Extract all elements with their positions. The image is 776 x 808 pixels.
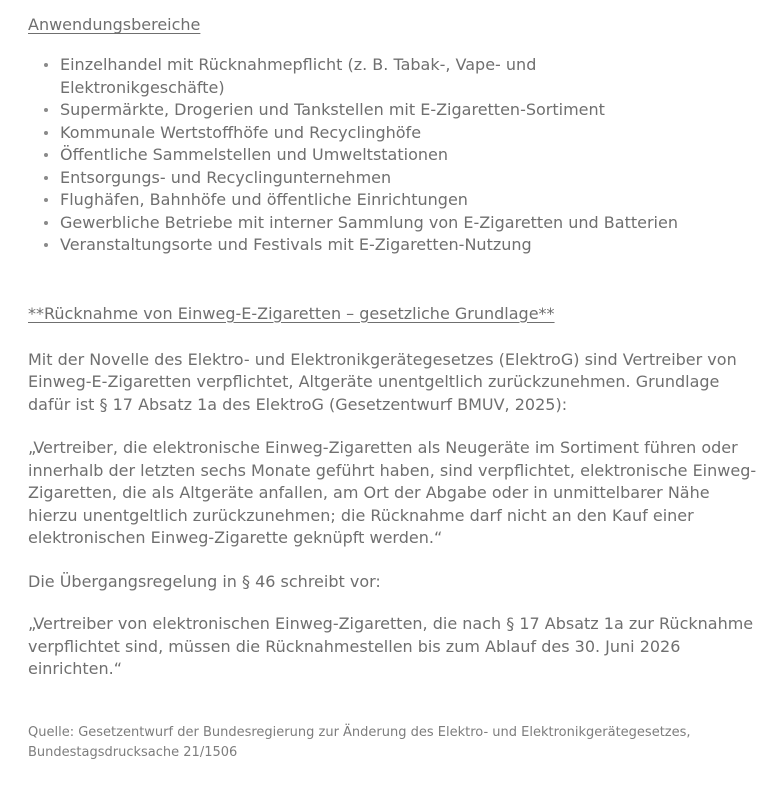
list-item: Entsorgungs- und Recyclingunternehmen	[28, 167, 700, 190]
page-title: Anwendungsbereiche	[28, 15, 201, 34]
list-item: Supermärkte, Drogerien und Tankstellen mit E-Zigaretten-Sortiment	[28, 99, 700, 122]
legal-quote-paragraph-17: „Vertreiber, die elektronische Einweg-Zigaretten als Neugeräte im Sortiment führen oder innerhalb der letzten sechs Monate geführt haben, sind verpflichtet, elektronische Einweg-Zigaretten, die als Altgeräte anfallen, am Ort der Abgabe oder in unmittelbarer Nähe hierzu unentgeltlich zurückzunehmen; die Rücknahme darf nicht an den Kauf einer elektronischen Einweg-Zigarette geknüpft werden.“	[28, 438, 757, 547]
legal-basis-intro-paragraph: Mit der Novelle des Elektro- und Elektronikgerätegesetzes (ElektroG) sind Vertreiber von Einweg-E-Zigaretten verpflichtet, Altgeräte unentgeltlich zurückzunehmen. Grundlage dafür ist § 17 Absatz 1a des ElektroG (Gesetzentwurf BMUV, 2025):	[28, 349, 737, 414]
list-item: Veranstaltungsorte und Festivals mit E-Zigaretten-Nutzung	[28, 234, 700, 257]
list-item: Flughäfen, Bahnhöfe und öffentliche Einrichtungen	[28, 189, 700, 212]
list-item: Kommunale Wertstoffhöfe und Recyclinghöfe	[28, 122, 700, 145]
legal-quote-paragraph-46: „Vertreiber von elektronischen Einweg-Zigaretten, die nach § 17 Absatz 1a zur Rücknahme verpflichtet sind, müssen die Rücknahmestellen bis zum Ablauf des 30. Juni 2026 einrichten.“	[28, 614, 754, 678]
source-citation: Quelle: Gesetzentwurf der Bundesregierung zur Änderung des Elektro- und Elektronikgerätegesetzes, Bundestagsdrucksache 21/1506	[28, 724, 691, 760]
application-areas-list	[28, 54, 758, 257]
list-item: Gewerbliche Betriebe mit interner Sammlung von E-Zigaretten und Batterien	[28, 212, 700, 235]
list-item: Einzelhandel mit Rücknahmepflicht (z. B. Tabak-, Vape- und Elektronikgeschäfte)	[28, 54, 700, 99]
transition-rule-paragraph: Die Übergangsregelung in § 46 schreibt vor:	[28, 571, 381, 591]
list-item: Öffentliche Sammelstellen und Umweltstationen	[28, 144, 700, 167]
legal-basis-heading: **Rücknahme von Einweg-E-Zigaretten – gesetzliche Grundlage**	[28, 303, 555, 323]
